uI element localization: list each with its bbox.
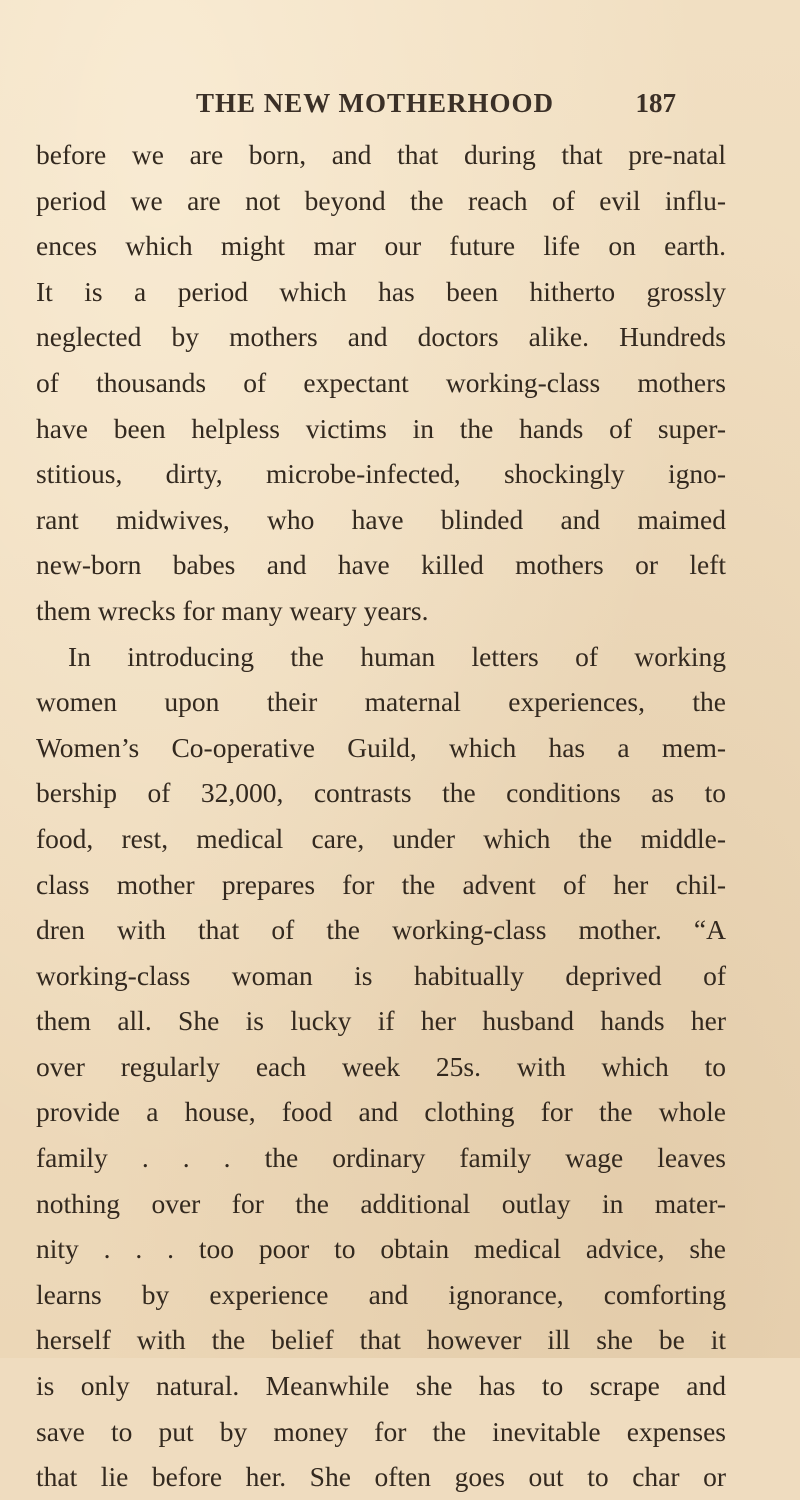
text-line: dren with that of the working-class mother. “A [36, 914, 726, 946]
page-header [196, 88, 676, 128]
page-number: 187 [635, 88, 676, 118]
text-line: bership of 32,000, contrasts the conditions as to [36, 777, 726, 809]
running-title: THE NEW MOTHERHOOD [196, 88, 555, 118]
body-text [36, 132, 726, 1500]
text-line: period we are not beyond the reach of evil influ- [36, 184, 726, 216]
text-line: rant midwives, who have blinded and maimed [36, 503, 726, 535]
text-line: women upon their maternal experiences, the [36, 686, 726, 718]
text-line: herself with the belief that however ill she be it [36, 1324, 726, 1356]
text-line: It is a period which has been hitherto grossly [36, 275, 726, 307]
text-line: nity . . . too poor to obtain medical advice, she [36, 1233, 726, 1265]
text-line: new-born babes and have killed mothers or left [36, 549, 726, 581]
text-line: learns by experience and ignorance, comforting [36, 1278, 726, 1310]
text-line: them all. She is lucky if her husband hands her [36, 1005, 726, 1037]
text-line: Women’s Co-operative Guild, which has a mem- [36, 731, 726, 763]
text-line: food, rest, medical care, under which the middle- [36, 822, 726, 854]
text-line: In introducing the human letters of working [68, 640, 726, 672]
text-line: before we are born, and that during that pre-natal [36, 139, 726, 170]
text-line: them wrecks for many weary years. [36, 594, 429, 626]
text-line: stitious, dirty, microbe-infected, shockingly igno- [36, 458, 726, 490]
text-line: ences which might mar our future life on earth. [36, 230, 726, 262]
text-line: save to put by money for the inevitable expenses [36, 1415, 726, 1447]
text-line: provide a house, food and clothing for the whole [36, 1096, 726, 1128]
text-line: working-class woman is habitually deprived of [36, 959, 726, 991]
text-line: nothing over for the additional outlay in mater- [36, 1187, 726, 1219]
text-line: have been helpless victims in the hands of super- [36, 412, 726, 444]
text-line: family . . . the ordinary family wage leaves [36, 1142, 726, 1174]
text-line: class mother prepares for the advent of her chil- [36, 868, 726, 900]
text-line: of thousands of expectant working-class mothers [36, 366, 726, 398]
text-line: over regularly each week 25s. with which to [36, 1050, 726, 1082]
text-line: is only natural. Meanwhile she has to scrape and [36, 1370, 726, 1402]
text-line: neglected by mothers and doctors alike. Hundreds [36, 321, 726, 353]
text-line: that lie before her. She often goes out to char or [36, 1461, 726, 1493]
